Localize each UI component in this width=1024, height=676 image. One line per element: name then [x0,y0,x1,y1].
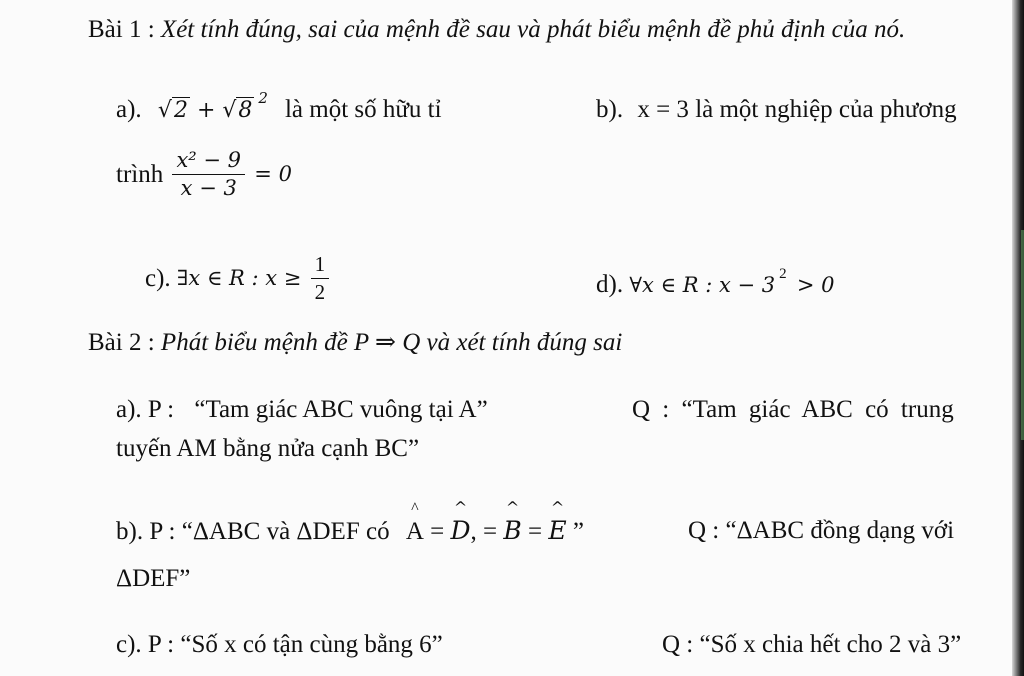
bai2-b-q2: ΔDEF” [116,565,191,592]
bai1-b-text: là một nghiệp của phương [695,96,957,123]
bai2-heading-line [88,330,622,355]
bai2-title: Phát biểu mệnh đề P ⇒ Q và xét tính đúng sai [160,329,623,356]
bai2-a-q: Q : “Tam giác ABC có trung [632,396,954,423]
bai1-a-label: a). [116,96,142,123]
bai1-b-text2: trình [116,161,164,188]
bai2-b-close: ” [572,518,584,545]
bai1-d [596,266,835,298]
bai1-b-numerator: x² − 9 [172,150,245,175]
bai1-a-expression: √2 + √8 $^2$ [157,89,268,123]
bai1-a [116,89,442,123]
bai2-c: c). P : “Số x có tận cùng bằng 6” [116,631,443,658]
bai1-c-denominator: 2 [314,280,326,304]
bai1-c-math: ∃x ∈ R : x ≥ [176,266,302,290]
bai1-d-math: ∀x ∈ R : x − 3 [629,273,776,297]
bai2-a-q2: tuyến AM bằng nửa cạnh BC” [116,435,420,462]
bai2-b [116,518,584,544]
bai1-title: Xét tính đúng, sai của mệnh đề sau và phát biểu mệnh đề phủ định của nó. [160,16,906,43]
bai1-c-numerator: 1 [311,254,330,279]
bai2-a [116,397,488,422]
bai1-heading: Bài 1 : [88,16,155,43]
bai1-b [596,97,957,122]
bai2-heading: Bài 2 : [88,329,155,356]
bai1-c-label: c). [145,265,171,292]
bai1-b-label: b). [596,96,624,123]
bai1-c-fraction [311,254,330,303]
bai1-c [145,254,332,303]
bai2-c-q: Q : “Số x chia hết cho 2 và 3” [662,631,962,658]
bai1-b-math: x = 3 [637,96,689,123]
bai1-d-sup: 2 [779,266,787,282]
bai1-d-tail: > 0 [796,273,835,297]
bai2-b-angles: ^ A = ^ D, = ^ B = ^ E [406,518,573,545]
bai2-a-label: a). P : [116,396,175,423]
bai1-b-denominator: x − 3 [180,176,237,200]
bai1-d-label: d). [596,271,624,298]
bai1-b-fraction [172,150,245,199]
bai1-b-equation [116,150,292,199]
bai2-b-q: Q : “ΔABC đồng dạng với [688,517,955,544]
bai2-b-label: b). P : “ΔABC và ΔDEF có [116,518,390,545]
bai2-a-p: “Tam giác ABC vuông tại A” [194,396,488,423]
bai1-a-text: là một số hữu tỉ [284,96,442,123]
bai1-heading-line [88,17,905,42]
bai1-b-eq: = 0 [254,162,292,186]
